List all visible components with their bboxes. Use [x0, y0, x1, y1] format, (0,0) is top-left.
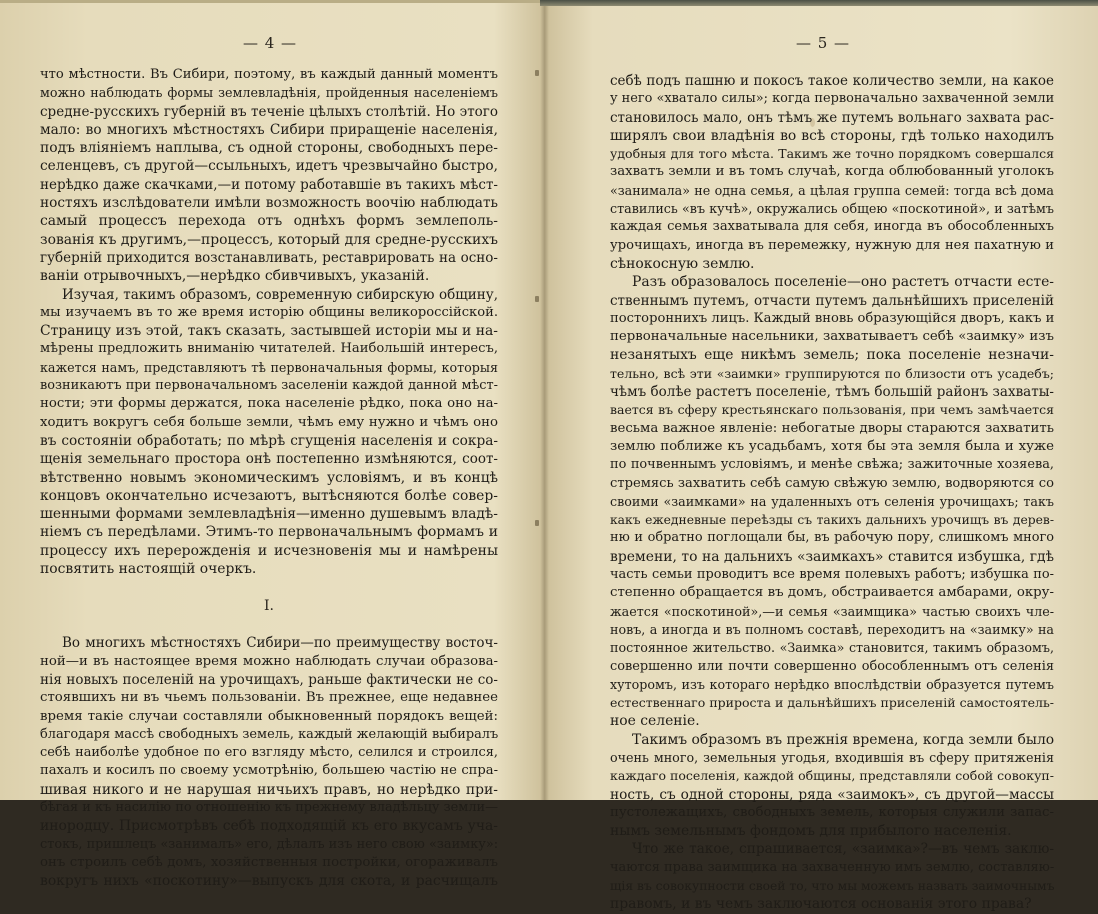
paragraph	[610, 72, 1054, 273]
text-line: нымъ земельнымъ фондомъ для прибылого населенія.	[610, 823, 1012, 840]
text-line: своими «заимками» на удаленныхъ отъ селенія урочищахъ; такъ	[610, 493, 1054, 509]
text-line: чѣмъ болѣе растетъ поселеніе, тѣмъ большій районъ захваты-	[610, 384, 1054, 401]
text-line: Что же такое, спрашивается, «заимка»?—въ чемъ заклю-	[632, 841, 1054, 858]
text-line: шивая никого и не нарушая ничьихъ правъ, но нерѣдко при-	[40, 781, 498, 798]
left-page	[0, 0, 540, 890]
page-text	[610, 72, 1054, 914]
text-line: вается въ сферу крестьянскаго пользованія, при чемъ замѣчается	[610, 402, 1054, 418]
text-line: правомъ, и въ чемъ заключаются основанія этого права?	[610, 896, 1032, 913]
text-line: ность, съ одной стороны, ряда «заимокъ», съ другой—массы	[610, 786, 1054, 803]
text-line: ваніи отрывочныхъ,—нерѣдко сбивчивыхъ, указаній.	[40, 268, 430, 285]
text-line: Такимъ образомъ въ прежнія времена, когда земли было	[632, 731, 1054, 748]
text-line: землю поближе къ усадьбамъ, хотя бы эта земля была и хуже	[610, 438, 1054, 454]
paragraph	[40, 286, 498, 579]
text-line: средне-русскихъ губерній въ теченіе цѣлыхъ столѣтій. Но этого	[40, 103, 498, 120]
text-line: сѣнокосную землю.	[610, 255, 755, 272]
text-line: совершенно или почти совершенно обособленнымъ отъ селенія	[610, 658, 1054, 674]
text-line: постоянное жительство. «Заимка» становится, такимъ образомъ,	[610, 640, 1054, 656]
text-line: самый процессъ перехода отъ однѣхъ формъ землеполь-	[40, 213, 498, 230]
text-line: щія въ совокупности своей то, что мы можемъ назвать заимочнымъ	[610, 879, 1054, 894]
text-line: вѣтственно новымъ экономическимъ условіямъ, и въ концѣ	[40, 469, 498, 486]
text-line: удобныя для того мѣста. Такимъ же точно порядкомъ совершался	[610, 146, 1054, 162]
text-line: возникаютъ при первоначальномъ заселеніи каждой данной мѣст-	[40, 378, 498, 394]
paragraph	[610, 273, 1054, 730]
text-line: первоначальные насельники, захватываетъ себѣ «заимку» изъ	[610, 329, 1054, 345]
text-line: процессу ихъ перерожденія и исчезновенія мы и намѣрены	[40, 542, 498, 559]
text-line: «занимала» не одна семья, а цѣлая группа семей: тогда всѣ дома	[610, 182, 1054, 198]
chapter-heading: I.	[264, 598, 274, 615]
text-line: ственнымъ путемъ, отчасти путемъ дальнѣйшихъ приселеній	[610, 292, 1054, 309]
text-line: можно наблюдать формы землевладѣнія, пройденныя населеніемъ	[40, 85, 498, 101]
text-line: незанятыхъ еще никѣмъ земель; пока поселеніе незначи-	[610, 347, 1054, 364]
text-line: постороннихъ лицъ. Каждый вновь образующійся дворъ, какъ и	[610, 310, 1054, 326]
text-line: шенными формами землевладѣнія—именно душевымъ владѣ-	[40, 506, 498, 523]
right-page	[548, 0, 1098, 913]
text-line: губерній приходится возстанавливать, реставрировать на осно-	[40, 249, 498, 266]
text-line: весьма важное явленіе: небогатые дворы стараются захватить	[610, 420, 1054, 436]
text-line: Страницу изъ этой, такъ сказать, застывшей исторіи мы и на-	[40, 323, 498, 340]
text-line: онъ строилъ себѣ домъ, хозяйственныя постройки, огораживалъ	[40, 854, 498, 870]
text-line: ходитъ вокругъ себя больше земли, чѣмъ ему нужно и чѣмъ оно	[40, 414, 498, 430]
text-line: становилось мало, онъ тѣмъ же путемъ вольнаго захвата рас-	[610, 109, 1054, 126]
text-line: урочищахъ, иногда въ перемежку, нужную для нея пахатную и	[610, 237, 1054, 253]
text-line: пустолежащихъ, свободныхъ земель, которыя служили запас-	[610, 804, 1054, 820]
text-line: очень много, земельныя угодья, входившія въ сферу притяженія	[610, 749, 1054, 765]
text-line: ностяхъ изслѣдователи имѣли возможность воочію наблюдать	[40, 195, 498, 212]
text-line: концовъ окончательно исчезаютъ, вытѣсняются болѣе совер-	[40, 487, 498, 504]
paragraph	[40, 66, 498, 286]
text-line: Разъ образовалось поселеніе—оно растетъ отчасти есте-	[632, 274, 1054, 291]
text-line: захватъ земли и въ томъ случаѣ, когда облюбованный уголокъ	[610, 164, 1054, 180]
text-line: степенно обращается въ домъ, обстраивается амбарами, окру-	[610, 585, 1054, 601]
page-number: — 4 —	[242, 34, 298, 52]
text-line: инородцу. Присмотрѣвъ себѣ подходящій къ его вкусамъ уча-	[40, 818, 498, 835]
text-line: стокъ, пришлецъ «занималъ» его, дѣлалъ изъ него свою «заимку»:	[40, 836, 498, 852]
text-line: чаются права заимщика на захваченную имъ землю, составляю-	[610, 859, 1054, 875]
text-line: ности; эти формы держатся, пока населеніе рѣдко, пока оно на-	[40, 396, 498, 412]
text-line: хуторомъ, изъ котораго нерѣдко впослѣдствіи образуется путемъ	[610, 676, 1054, 692]
text-line: ширялъ свои владѣнія во всѣ стороны, гдѣ только находилъ	[610, 127, 1054, 144]
text-line: у него «хватало силы»; когда первоначально захваченной земли	[610, 91, 1054, 107]
text-line: ню и обратно поглощали бы, въ рабочую пору, слишкомъ много	[610, 530, 1054, 546]
text-line: каждаго поселенія, каждой общины, представляли собой совокуп-	[610, 768, 1054, 784]
text-line: стремясь захватить себѣ самую свѣжую землю, водворяются со	[610, 475, 1054, 491]
text-line: селенцевъ, съ другой—ссыльныхъ, идетъ чрезвычайно быстро,	[40, 158, 498, 175]
text-line: каждая семья захватывала для себя, иногда въ обособленныхъ	[610, 219, 1054, 235]
text-line: ставились «въ кучѣ», окружались общею «поскотиной», и затѣмъ	[610, 201, 1054, 217]
text-line: ное селеніе.	[610, 713, 700, 730]
text-line: благодаря массѣ свободныхъ земель, каждый желающій выбиралъ	[40, 726, 498, 742]
text-line: бѣгая и къ насилію по отношенію къ прежнему владѣльцу земли—	[40, 799, 498, 815]
text-line: нія новыхъ поселеній на урочищахъ, раньше фактически не со-	[40, 671, 498, 688]
text-line: по почвеннымъ условіямъ, и менѣе свѣжа; зажиточные хозяева,	[610, 457, 1054, 473]
text-line: тельно, всѣ эти «заимки» группируются по близости отъ усадебъ;	[610, 365, 1054, 381]
text-line: кажется намъ, представляютъ тѣ первоначальныя формы, которыя	[40, 359, 498, 375]
text-line: себѣ подъ пашню и покосъ такое количество земли, на какое	[610, 73, 1054, 89]
page-number: — 5 —	[795, 34, 851, 52]
text-line: естественнаго прироста и дальнѣйшихъ приселеній самостоятель-	[610, 695, 1054, 711]
paragraph	[40, 634, 498, 890]
text-line: мало: во многихъ мѣстностяхъ Сибири приращеніе населенія,	[40, 121, 498, 138]
text-line: что мѣстности. Въ Сибири, поэтому, въ каждый данный моментъ	[40, 67, 498, 82]
text-line: Изучая, такимъ образомъ, современную сибирскую общину,	[62, 286, 498, 303]
text-line: жается «поскотиной»,—и семья «заимщика» частью своихъ чле-	[610, 603, 1054, 619]
text-line: новъ, а иногда и въ полномъ составѣ, переходитъ на «заимку» на	[610, 621, 1054, 637]
text-line: пахалъ и косилъ по своему усмотрѣнію, большею частію не спра-	[40, 763, 498, 779]
page-text	[40, 66, 498, 890]
text-line: мы изучаемъ въ то же время исторію общины великороссійской.	[40, 304, 498, 320]
text-line: зованія къ другимъ,—процессъ, который для средне-русскихъ	[40, 231, 498, 248]
text-line: Во многихъ мѣстностяхъ Сибири—по преимуществу восточ-	[62, 635, 498, 652]
text-line: стоявшихъ ни въ чьемъ пользованіи. Въ прежнее, еще недавнее	[40, 690, 498, 706]
text-line: часть семьи проводитъ все время полевыхъ работъ; избушка по-	[610, 567, 1054, 583]
text-line: нерѣдко даже скачками,—и потому работавшіе въ такихъ мѣст-	[40, 176, 498, 193]
text-line: посвятить настоящій очеркъ.	[40, 561, 257, 578]
paragraph	[610, 731, 1054, 841]
text-line: времени, то на дальнихъ «заимкахъ» ставится избушка, гдѣ	[610, 548, 1054, 565]
text-line: какъ ежедневные переѣзды съ такихъ дальнихъ урочищъ въ дерев-	[610, 513, 1054, 528]
text-line: себѣ наиболѣе удобное по его взгляду мѣсто, селился и строился,	[40, 745, 498, 761]
text-line: мѣрены предложить вниманію читателей. Наибольшій интересъ,	[40, 341, 498, 357]
text-line: щенія земельнаго простора онѣ постепенно измѣняются, соот-	[40, 451, 498, 468]
text-line: подъ вліяніемъ наплыва, съ одной стороны, свободныхъ пере-	[40, 140, 498, 157]
text-line: время такіе случаи составляли обыкновенный порядокъ вещей:	[40, 708, 498, 724]
text-line: вокругъ нихъ «поскотину»—выпускъ для скота, и расчищалъ	[40, 873, 498, 890]
text-line: ніемъ съ передѣлами. Этимъ-то первоначальнымъ формамъ и	[40, 524, 498, 541]
text-line: ной—и въ настоящее время можно наблюдать случаи образова-	[40, 653, 498, 669]
text-line: въ состояніи обработать; по мѣрѣ сгущенія населенія и сокра-	[40, 432, 498, 449]
paragraph	[610, 840, 1054, 913]
